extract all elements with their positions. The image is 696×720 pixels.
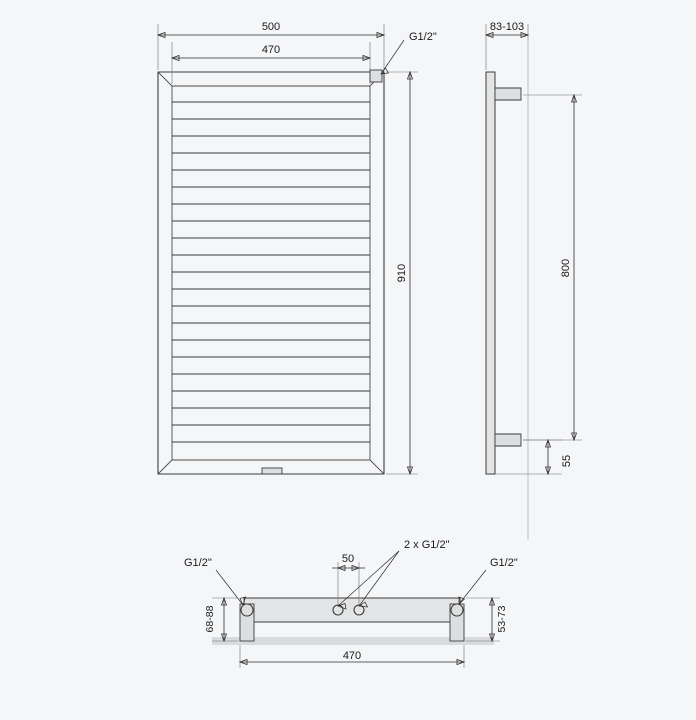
dimension-800 bbox=[523, 95, 582, 440]
dim-68-88-label: 68-88 bbox=[204, 605, 216, 633]
dim-55-label: 55 bbox=[561, 454, 573, 468]
front-view-rails bbox=[172, 102, 370, 442]
callout-bottom-left-g12-label: G1/2" bbox=[184, 557, 212, 569]
dim-inner-width-label: 470 bbox=[261, 44, 281, 56]
dimension-depth bbox=[486, 21, 528, 70]
callout-front-g12 bbox=[370, 31, 437, 82]
dimension-50 bbox=[332, 553, 365, 605]
dimension-53-73 bbox=[466, 598, 508, 641]
dimension-470-bottom bbox=[240, 645, 464, 668]
dimension-910 bbox=[386, 72, 418, 474]
dimension-470-front bbox=[172, 44, 370, 61]
callout-bottom-right-g12 bbox=[459, 557, 518, 604]
dim-overall-width-label: 500 bbox=[261, 21, 281, 33]
dim-overall-height-label: 910 bbox=[396, 263, 408, 283]
dimension-500 bbox=[158, 21, 384, 38]
callout-front-g12-label: G1/2" bbox=[409, 31, 437, 43]
bottom-view bbox=[184, 539, 518, 668]
dim-foot-span-label: 470 bbox=[342, 650, 362, 662]
side-view bbox=[486, 21, 582, 540]
dim-800-label: 800 bbox=[560, 258, 572, 278]
dimension-68-88 bbox=[204, 598, 238, 641]
callout-bottom-right-g12-label: G1/2" bbox=[490, 557, 518, 569]
front-view bbox=[158, 21, 437, 474]
dim-53-73-label: 53-73 bbox=[496, 605, 508, 633]
dim-depth-label: 83-103 bbox=[489, 21, 525, 33]
dim-50-label: 50 bbox=[341, 553, 355, 565]
callout-2x-g12-label: 2 x G1/2" bbox=[404, 539, 450, 551]
